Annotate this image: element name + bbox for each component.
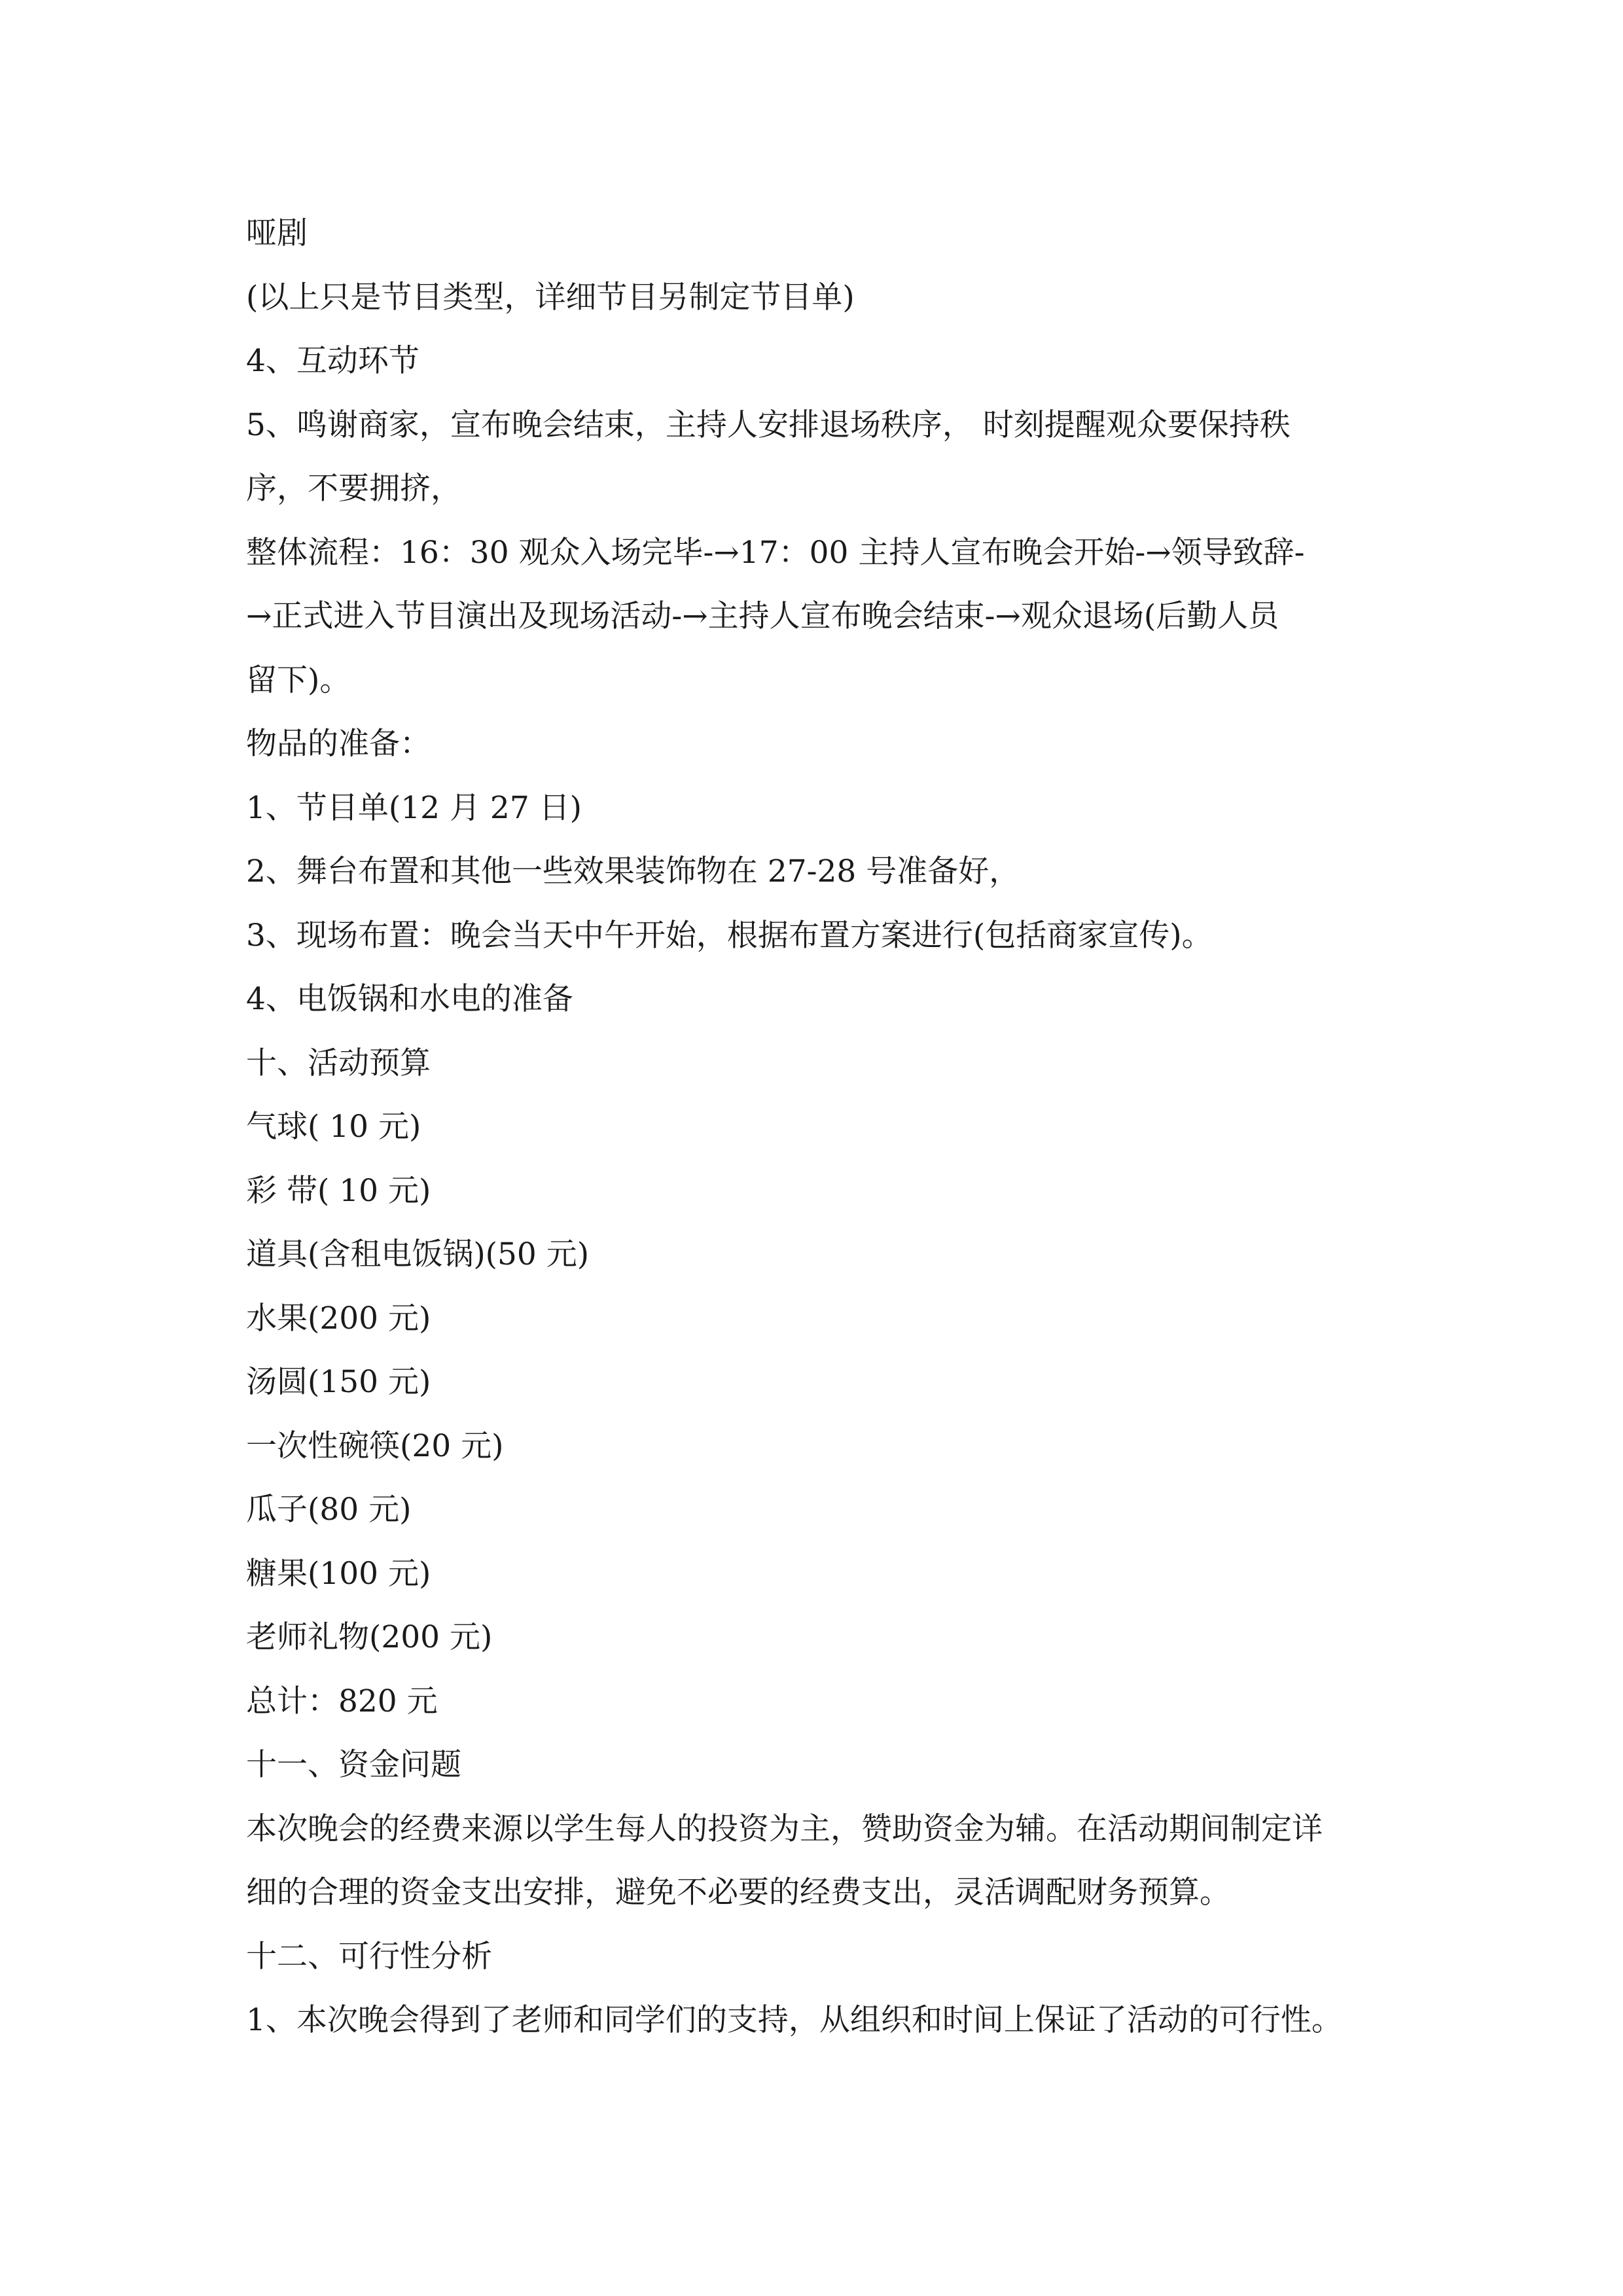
document-body xyxy=(246,202,1398,2053)
text-line: 细的合理的资金支出安排，避免不必要的经费支出，灵活调配财务预算。 xyxy=(246,1874,1230,1910)
text-line: 2、舞台布置和其他一些效果装饰物在 27-28 号准备好， xyxy=(246,853,1020,889)
text-line: →正式进入节目演出及现场活动-→主持人宣布晚会结束-→观众退场(后勤人员 xyxy=(246,598,1279,634)
budget-item: 老师礼物(200 元) xyxy=(246,1619,493,1655)
text-line: (以上只是节目类型，详细节目另制定节目单) xyxy=(246,279,855,315)
text-line: 整体流程：16：30 观众入场完毕-→17：00 主持人宣布晚会开始-→领导致辞- xyxy=(246,534,1305,571)
budget-item: 汤圆(150 元) xyxy=(246,1364,431,1400)
text-line: 哑剧 xyxy=(246,215,308,251)
text-line: 5、鸣谢商家，宣布晚会结束，主持人安排退场秩序， 时刻提醒观众要保持秩 xyxy=(246,406,1291,443)
section-heading: 物品的准备： xyxy=(246,726,431,762)
budget-item: 气球( 10 元) xyxy=(246,1109,421,1145)
section-heading: 十二、可行性分析 xyxy=(246,1938,492,1975)
section-heading: 十一、资金问题 xyxy=(246,1747,461,1783)
text-line: 4、互动环节 xyxy=(246,343,419,379)
budget-item: 一次性碗筷(20 元) xyxy=(246,1427,504,1464)
text-line: 1、本次晚会得到了老师和同学们的支持，从组织和时间上保证了活动的可行性。 xyxy=(246,2002,1342,2038)
budget-item: 水果(200 元) xyxy=(246,1300,431,1336)
budget-item: 糖果(100 元) xyxy=(246,1555,431,1592)
text-line: 留下)。 xyxy=(246,662,351,698)
text-line: 4、电饭锅和水电的准备 xyxy=(246,981,573,1017)
section-heading: 十、活动预算 xyxy=(246,1045,431,1081)
budget-item: 道具(含租电饭锅)(50 元) xyxy=(246,1236,590,1272)
budget-item: 彩 带( 10 元) xyxy=(246,1172,431,1209)
text-line: 本次晚会的经费来源以学生每人的投资为主，赞助资金为辅。在活动期间制定详 xyxy=(246,1810,1323,1847)
text-line: 1、节目单(12 月 27 日) xyxy=(246,789,582,826)
text-line: 序，不要拥挤， xyxy=(246,471,461,507)
text-line: 3、现场布置：晚会当天中午开始，根据布置方案进行(包括商家宣传)。 xyxy=(246,917,1213,954)
budget-item: 瓜子(80 元) xyxy=(246,1492,412,1528)
budget-total: 总计：820 元 xyxy=(246,1683,438,1719)
